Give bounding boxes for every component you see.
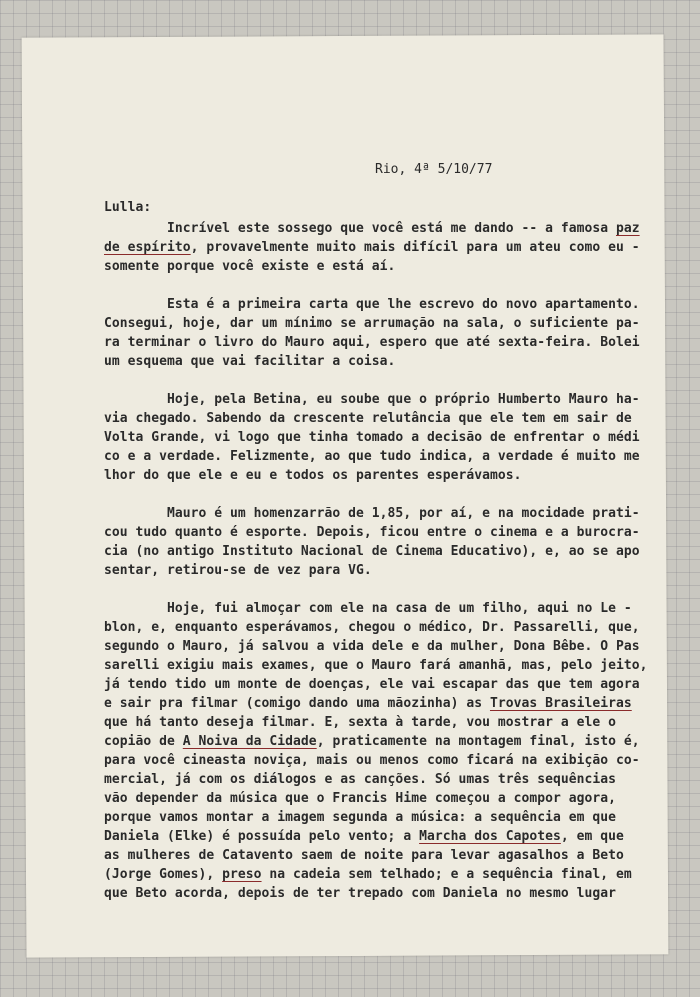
text-segment: segundo o Mauro, já salvou a vida dele e da mulher, Dona Bêbe. O Pas	[104, 639, 640, 654]
text-segment: Daniela (Elke) é possuída pelo vento; a	[104, 829, 420, 844]
text-segment: que Beto acorda, depois de ter trepado com Daniela no mesmo lugar	[104, 886, 616, 901]
underlined-title: Marcha dos Capotes	[419, 829, 561, 844]
text-line	[104, 333, 640, 352]
text-segment: Volta Grande, vi logo que tinha tomado a decisão de enfrentar o médi	[104, 430, 640, 445]
text-segment: que há tanto deseja filmar. E, sexta à tarde, vou mostrar a ele o	[104, 715, 616, 730]
underlined-title: A Noiva da Cidade	[182, 734, 317, 749]
text-segment: blon, e, enquanto esperávamos, chegou o médico, Dr. Passarelli, que,	[104, 620, 640, 635]
text-segment: Consegui, hoje, dar um mínimo se arrumação na sala, o suficiente pa-	[104, 316, 640, 331]
text-line	[104, 751, 640, 770]
text-line	[104, 314, 640, 333]
text-line	[104, 523, 640, 542]
text-segment: sarelli exigiu mais exames, que o Mauro fará amanhã, mas, pelo jeito,	[104, 658, 648, 673]
text-segment: Incrível este sossego que você está me dando -- a famosa	[104, 221, 616, 236]
text-segment: co e a verdade. Felizmente, ao que tudo indica, a verdade é muito me	[104, 449, 640, 464]
text-segment: ra terminar o livro do Mauro aqui, espero que até sexta-feira. Bolei	[104, 335, 640, 350]
salutation: Lulla:	[104, 200, 152, 215]
text-segment: na cadeia sem telhado; e a sequência final, em	[261, 867, 632, 882]
text-line	[104, 808, 616, 827]
text-segment: Mauro é um homenzarrão de 1,85, por aí, e na mocidade prati-	[104, 506, 640, 521]
text-segment: somente porque você existe e está aí.	[104, 259, 396, 274]
text-line	[104, 713, 616, 732]
text-segment: mercial, já com os diálogos e as canções. Só umas três sequências	[104, 772, 616, 787]
underlined-title: preso	[222, 867, 262, 882]
text-segment: Hoje, pela Betina, eu soube que o próprio Humberto Mauro ha-	[104, 392, 640, 407]
text-line	[104, 542, 640, 561]
letter-date: Rio, 4ª 5/10/77	[375, 162, 493, 177]
text-segment: para você cineasta noviça, mais ou menos como ficará na exibição co-	[104, 753, 640, 768]
text-segment: via chegado. Sabendo da crescente relutância que ele tem em sair de	[104, 411, 632, 426]
text-segment: e sair pra filmar (comigo dando uma mãozinha) as	[104, 696, 490, 711]
text-segment: porque vamos montar a imagem segunda a música: a sequência em que	[104, 810, 616, 825]
text-line	[104, 637, 640, 656]
text-segment: já tendo tido um monte de doenças, ele vai escapar das que tem agora	[104, 677, 640, 692]
text-segment: (Jorge Gomes),	[104, 867, 223, 882]
text-segment: vão depender da música que o Francis Hime começou a compor agora,	[104, 791, 616, 806]
text-segment: sentar, retirou-se de vez para VG.	[104, 563, 372, 578]
text-line	[104, 390, 640, 409]
text-line	[104, 466, 521, 485]
underlined-title: paz	[615, 221, 640, 236]
underlined-title: de espírito	[104, 240, 191, 255]
text-line	[104, 884, 616, 903]
underlined-title: Trovas Brasileiras	[489, 696, 632, 711]
text-line	[104, 846, 624, 865]
text-line	[104, 409, 632, 428]
text-line	[104, 618, 640, 637]
text-line	[104, 789, 616, 808]
text-line	[104, 504, 640, 523]
letter-body	[104, 219, 648, 901]
text-line	[104, 219, 640, 238]
text-line	[104, 352, 395, 371]
text-segment: cou tudo quanto é esporte. Depois, ficou entre o cinema e a burocra-	[104, 525, 640, 540]
text-line	[104, 257, 395, 276]
text-segment: Esta é a primeira carta que lhe escrevo do novo apartamento.	[104, 297, 640, 312]
text-segment: copião de	[104, 734, 183, 749]
text-line	[104, 599, 632, 618]
text-segment: , provavelmente muito mais difícil para um ateu como eu -	[190, 240, 640, 255]
text-line	[104, 447, 640, 466]
text-line	[104, 770, 616, 789]
text-segment: um esquema que vai facilitar a coisa.	[104, 354, 396, 369]
text-line	[104, 732, 640, 751]
text-segment: cia (no antigo Instituto Nacional de Cinema Educativo), e, ao se apo	[104, 544, 640, 559]
text-line	[104, 428, 640, 447]
text-segment: as mulheres de Catavento saem de noite para levar agasalhos a Beto	[104, 848, 624, 863]
text-line	[104, 656, 648, 675]
text-segment: lhor do que ele e eu e todos os parentes esperávamos.	[104, 468, 522, 483]
text-line	[104, 561, 372, 580]
text-line	[104, 675, 640, 694]
text-line	[104, 694, 632, 713]
text-line	[104, 295, 640, 314]
text-segment: , em que	[560, 829, 624, 844]
text-line	[104, 827, 624, 846]
text-line	[104, 238, 640, 257]
text-segment: , praticamente na montagem final, isto é,	[316, 734, 640, 749]
text-segment: Hoje, fui almoçar com ele na casa de um filho, aqui no Le -	[104, 601, 632, 616]
text-line	[104, 865, 632, 884]
